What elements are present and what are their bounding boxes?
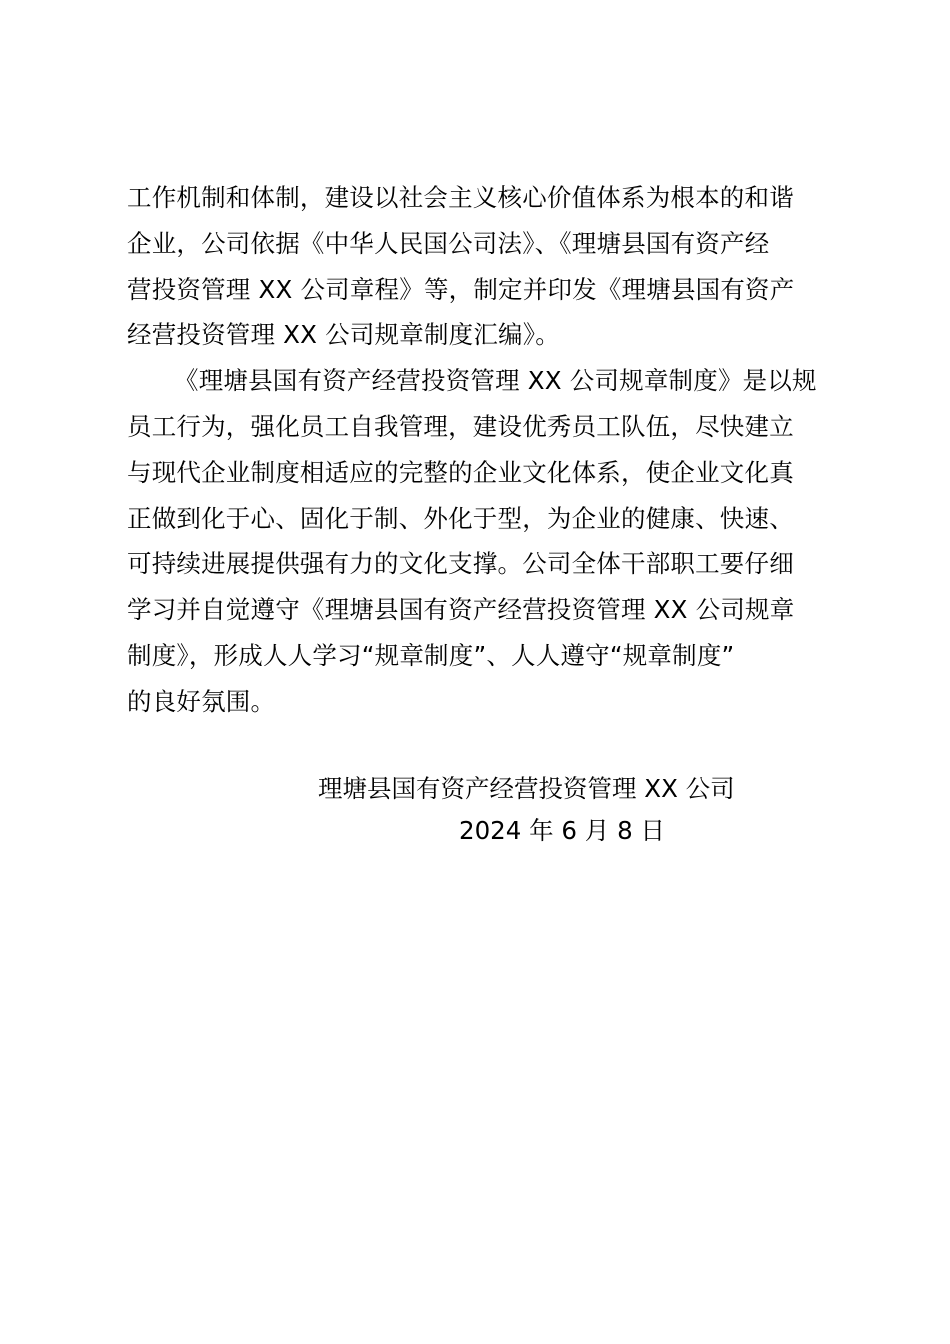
- text-line: 经营投资管理 XX 公司规章制度汇编》。: [127, 320, 560, 350]
- text-line: 正做到化于心、固化于制、外化于型，为企业的健康、快速、: [127, 503, 794, 533]
- text-line: 营投资管理 XX 公司章程》等，制定并印发《理塘县国有资产: [127, 274, 795, 304]
- text-line: 工作机制和体制，建设以社会主义核心价值体系为根本的和谐: [127, 183, 794, 212]
- text-line: 制度》，形成人人学习“规章制度”、人人遵守“规章制度”: [127, 640, 735, 670]
- paragraph-1: [127, 175, 837, 358]
- text-line: 员工行为，强化员工自我管理，建设优秀员工队伍，尽快建立: [127, 411, 794, 441]
- text-line: 与现代企业制度相适应的完整的企业文化体系，使企业文化真: [127, 457, 794, 487]
- text-line: 《理塘县国有资产经营投资管理 XX 公司规章制度》是以规: [174, 366, 817, 396]
- text-line: 的良好氛围。: [127, 686, 276, 716]
- signature-organization: 理塘县国有资产经营投资管理 XX 公司: [318, 774, 735, 803]
- text-line: 企业，公司依据《中华人民国公司法》、《理塘县国有资产经: [127, 228, 770, 258]
- text-line: 学习并自觉遵守《理塘县国有资产经营投资管理 XX 公司规章: [127, 595, 795, 625]
- paragraph-2: [127, 358, 837, 724]
- signature-block: [318, 768, 838, 852]
- signature-date: 2024 年 6 月 8 日: [459, 816, 665, 845]
- text-line: 可持续进展提供强有力的文化支撑。公司全体干部职工要仔细: [127, 549, 794, 579]
- document-body: [127, 175, 837, 725]
